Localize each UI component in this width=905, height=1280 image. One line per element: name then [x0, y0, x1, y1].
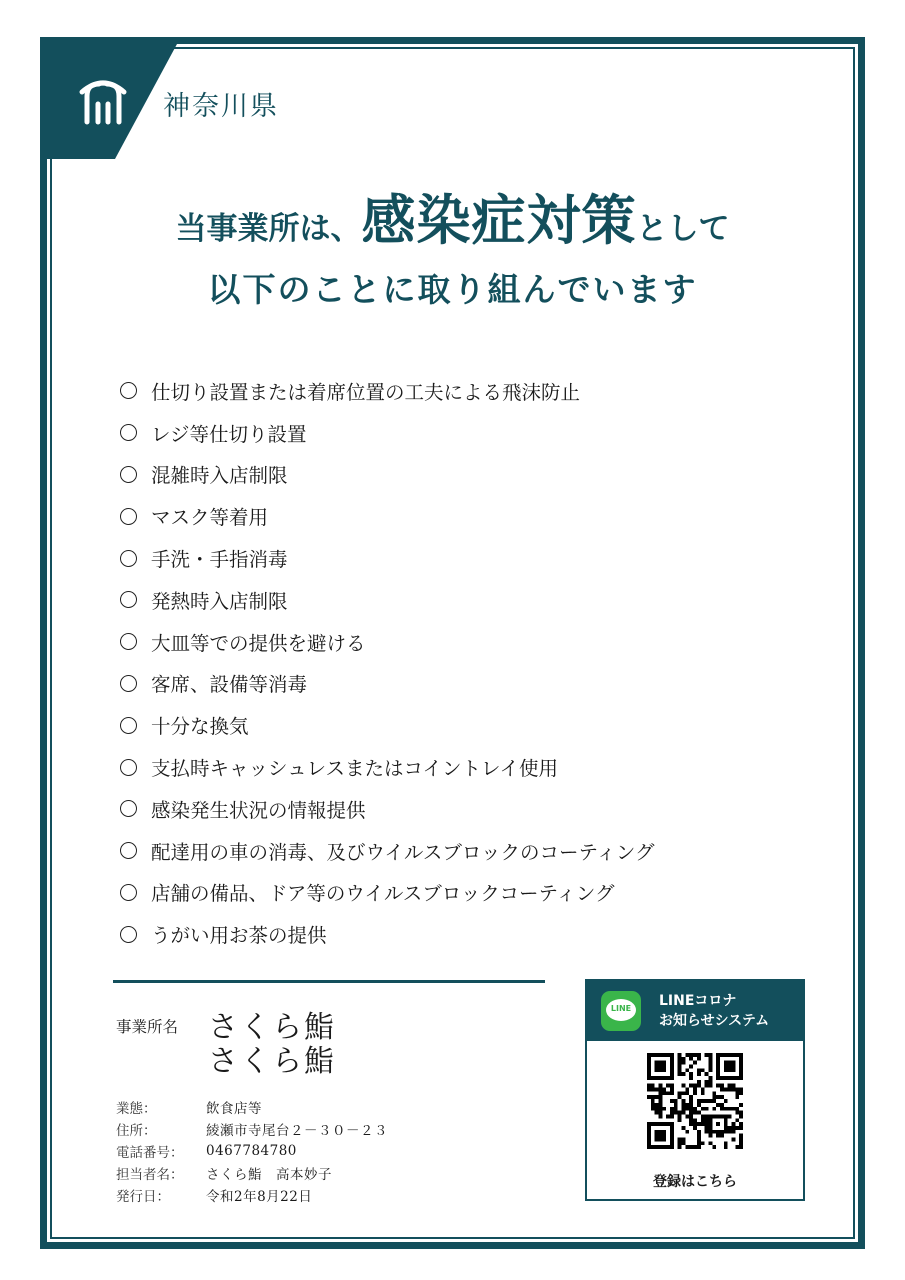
- measure-text: うがい用お茶の提供: [151, 924, 327, 948]
- list-item: [120, 663, 655, 705]
- line-header: [587, 981, 803, 1041]
- detail-key: 住所：: [116, 1123, 157, 1139]
- line-title-line1: LINEコロナ: [659, 993, 737, 1009]
- detail-key: 電話番号：: [116, 1145, 184, 1161]
- measure-text: 客席、設備等消毒: [151, 673, 308, 697]
- circle-icon: [120, 633, 137, 650]
- circle-icon: [120, 466, 137, 483]
- detail-key: 業態：: [116, 1101, 157, 1117]
- measure-text: 感染発生状況の情報提供: [151, 798, 366, 822]
- detail-value: 飲食店等: [206, 1101, 262, 1117]
- detail-row: [116, 1118, 388, 1140]
- qr-code-icon[interactable]: [647, 1053, 743, 1149]
- line-register-cta: 登録はこちら: [653, 1174, 737, 1190]
- circle-icon: [120, 800, 137, 817]
- line-logo-icon: [601, 991, 641, 1031]
- measure-text: マスク等着用: [151, 506, 269, 530]
- circle-icon: [120, 675, 137, 692]
- headline-emphasis: 感染症対策: [361, 189, 637, 252]
- business-details: [116, 1096, 388, 1206]
- list-item: [120, 370, 655, 412]
- line-title-line2: お知らせシステム: [659, 1013, 770, 1029]
- circle-icon: [120, 759, 137, 776]
- circle-icon: [120, 926, 137, 943]
- list-item: [120, 621, 655, 663]
- headline-line1: [0, 178, 905, 255]
- line-system-title: [659, 991, 769, 1031]
- detail-value: さくら鮨 高本妙子: [206, 1167, 332, 1183]
- list-item: [120, 537, 655, 579]
- measure-text: 混雑時入店制限: [151, 464, 288, 488]
- detail-value: 綾瀬市寺尾台２－３０－２３: [206, 1123, 388, 1139]
- measure-text: 手洗・手指消毒: [151, 548, 288, 572]
- measure-text: 配達用の車の消毒、及びウイルスブロックのコーティング: [151, 840, 655, 864]
- business-label: 事業所名: [116, 1018, 179, 1036]
- list-item: [120, 412, 655, 454]
- list-item: [120, 495, 655, 537]
- measures-list: [120, 370, 655, 955]
- circle-icon: [120, 382, 137, 399]
- kanagawa-emblem-icon: [47, 44, 177, 159]
- list-item: [120, 913, 655, 955]
- detail-row: [116, 1096, 388, 1118]
- measure-text: 十分な換気: [151, 715, 249, 739]
- detail-value: 0467784780: [206, 1143, 297, 1159]
- circle-icon: [120, 591, 137, 608]
- divider: [113, 980, 545, 983]
- measure-text: 支払時キャッシュレスまたはコイントレイ使用: [151, 757, 558, 781]
- list-item: [120, 704, 655, 746]
- measure-text: 店舗の備品、ドア等のウイルスブロックコーティング: [151, 882, 615, 906]
- measure-text: 大皿等での提供を避ける: [151, 631, 366, 655]
- line-logo-text: LINE: [610, 1004, 632, 1013]
- circle-icon: [120, 717, 137, 734]
- headline-prefix: 当事業所は、: [175, 211, 362, 247]
- list-item: [120, 830, 655, 872]
- business-name-line1: さくら鮨: [208, 1010, 336, 1045]
- measure-text: 発熱時入店制限: [151, 589, 288, 613]
- detail-value: 令和2年8月22日: [206, 1189, 313, 1205]
- detail-key: 発行日：: [116, 1189, 170, 1205]
- circle-icon: [120, 424, 137, 441]
- list-item: [120, 579, 655, 621]
- measure-text: 仕切り設置または着席位置の工夫による飛沫防止: [151, 380, 581, 404]
- detail-row: [116, 1162, 388, 1184]
- detail-row: [116, 1184, 388, 1206]
- circle-icon: [120, 842, 137, 859]
- line-registration-box[interactable]: [585, 979, 805, 1201]
- headline-suffix: として: [636, 211, 730, 247]
- list-item: [120, 454, 655, 496]
- headline-line2: 以下のことに取り組んでいます: [207, 270, 698, 309]
- list-item: [120, 872, 655, 914]
- detail-row: [116, 1140, 388, 1162]
- list-item: [120, 788, 655, 830]
- prefecture-name: 神奈川県: [163, 91, 279, 122]
- list-item: [120, 746, 655, 788]
- circle-icon: [120, 550, 137, 567]
- circle-icon: [120, 884, 137, 901]
- circle-icon: [120, 508, 137, 525]
- measure-text: レジ等仕切り設置: [151, 422, 307, 446]
- detail-key: 担当者名：: [116, 1167, 184, 1183]
- business-name-line2: さくら鮨: [208, 1044, 336, 1079]
